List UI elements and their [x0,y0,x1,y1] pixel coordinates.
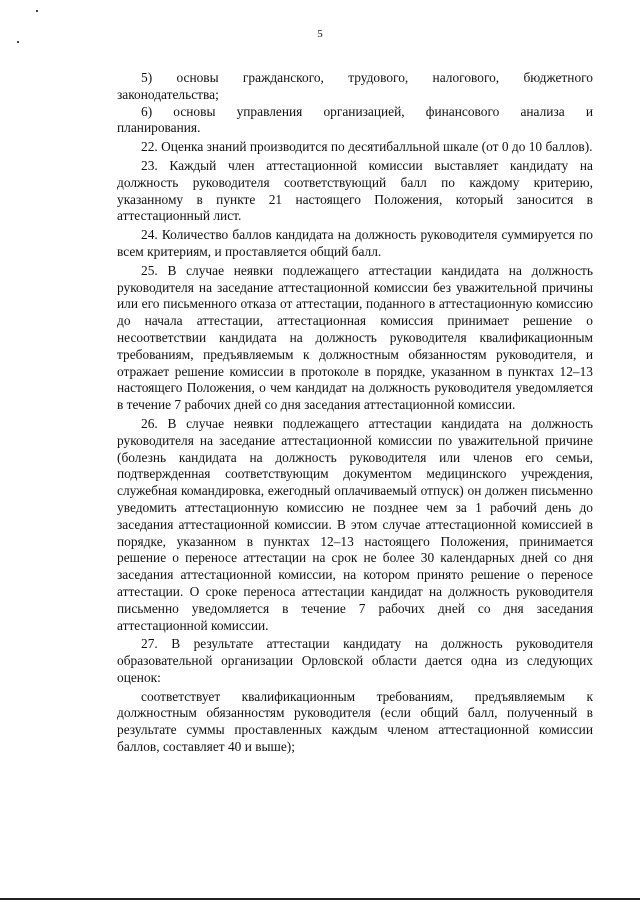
list-item-5: 5) основы гражданского, трудового, налогового, бюджетного законодательства; [117,70,593,102]
paragraph-27: 27. В результате аттестации кандидату на должность руководителя образовательной организации Орловской области дается одна из следующих оценок: [117,636,593,685]
scan-speck [17,41,19,43]
list-item-6: 6) основы управления организацией, финансового анализа и планирования. [117,103,593,136]
paragraph-22: 22. Оценка знаний производится по десятибалльной шкале (от 0 до 10 баллов). [141,139,593,155]
page-number: 5 [317,28,323,40]
paragraph-24: 24. Количество баллов кандидата на должность руководителя суммируется по всем критериям, и проставляется общий балл. [117,227,593,259]
paragraph-26: 26. В случае неявки подлежащего аттестации кандидата на должность руководителя на заседание аттестационной комиссии по уважительной причине (болезнь кандидата на должность руководителя или членов его семьи, подтвержденная соответствующим документом медицинского учреждения, служебная командировка, ежегодный оплачиваемый отпуск) он должен письменно уведомить аттестационную комиссию не позднее чем за 1 рабочий день до заседания аттестационной комиссии. В этом случае аттестационной комиссией в порядке, указанном в пунктах 12–13 настоящего Положения, принимается решение о переносе аттестации на срок не более 30 календарных дней со дня заседания аттестационной комиссии, на котором принято решение о переносе аттестации. О сроке переноса аттестации кандидат на должность руководителя письменно уведомляется в течение 7 рабочих дней со дня заседания аттестационной комиссии. [117,415,593,633]
paragraph-27-assessment-1: соответствует квалификационным требованиям, предъявляемым к должностным обязанностям руководителя (если общий балл, полученный в результате суммы проставленных каждым членом аттестационной комиссии баллов, составляет 40 и выше); [117,688,593,755]
scan-bottom-edge [0,898,640,900]
paragraph-25: 25. В случае неявки подлежащего аттестации кандидата на должность руководителя на заседание аттестационной комиссии без уважительной причины или его письменного отказа от аттестации, поданного в аттестационную комиссию до начала аттестации, аттестационная комиссия принимает решение о несоответствии кандидата на должность руководителя квалификационным требованиям, предъявляемым к должностным обязанностям руководителя, и отражает решение комиссии в протоколе в порядке, указанном в пунктах 12–13 настоящего Положения, о чем кандидат на должность руководителя уведомляется в течение 7 рабочих дней со дня заседания аттестационной комиссии. [117,262,593,413]
document-body [117,70,593,756]
scan-speck [36,10,38,12]
paragraph-23: 23. Каждый член аттестационной комиссии выставляет кандидату на должность руководителя соответствующий балл по каждому критерию, указанному в пункте 21 настоящего Положения, который заносится в аттестационный лист. [117,157,593,224]
